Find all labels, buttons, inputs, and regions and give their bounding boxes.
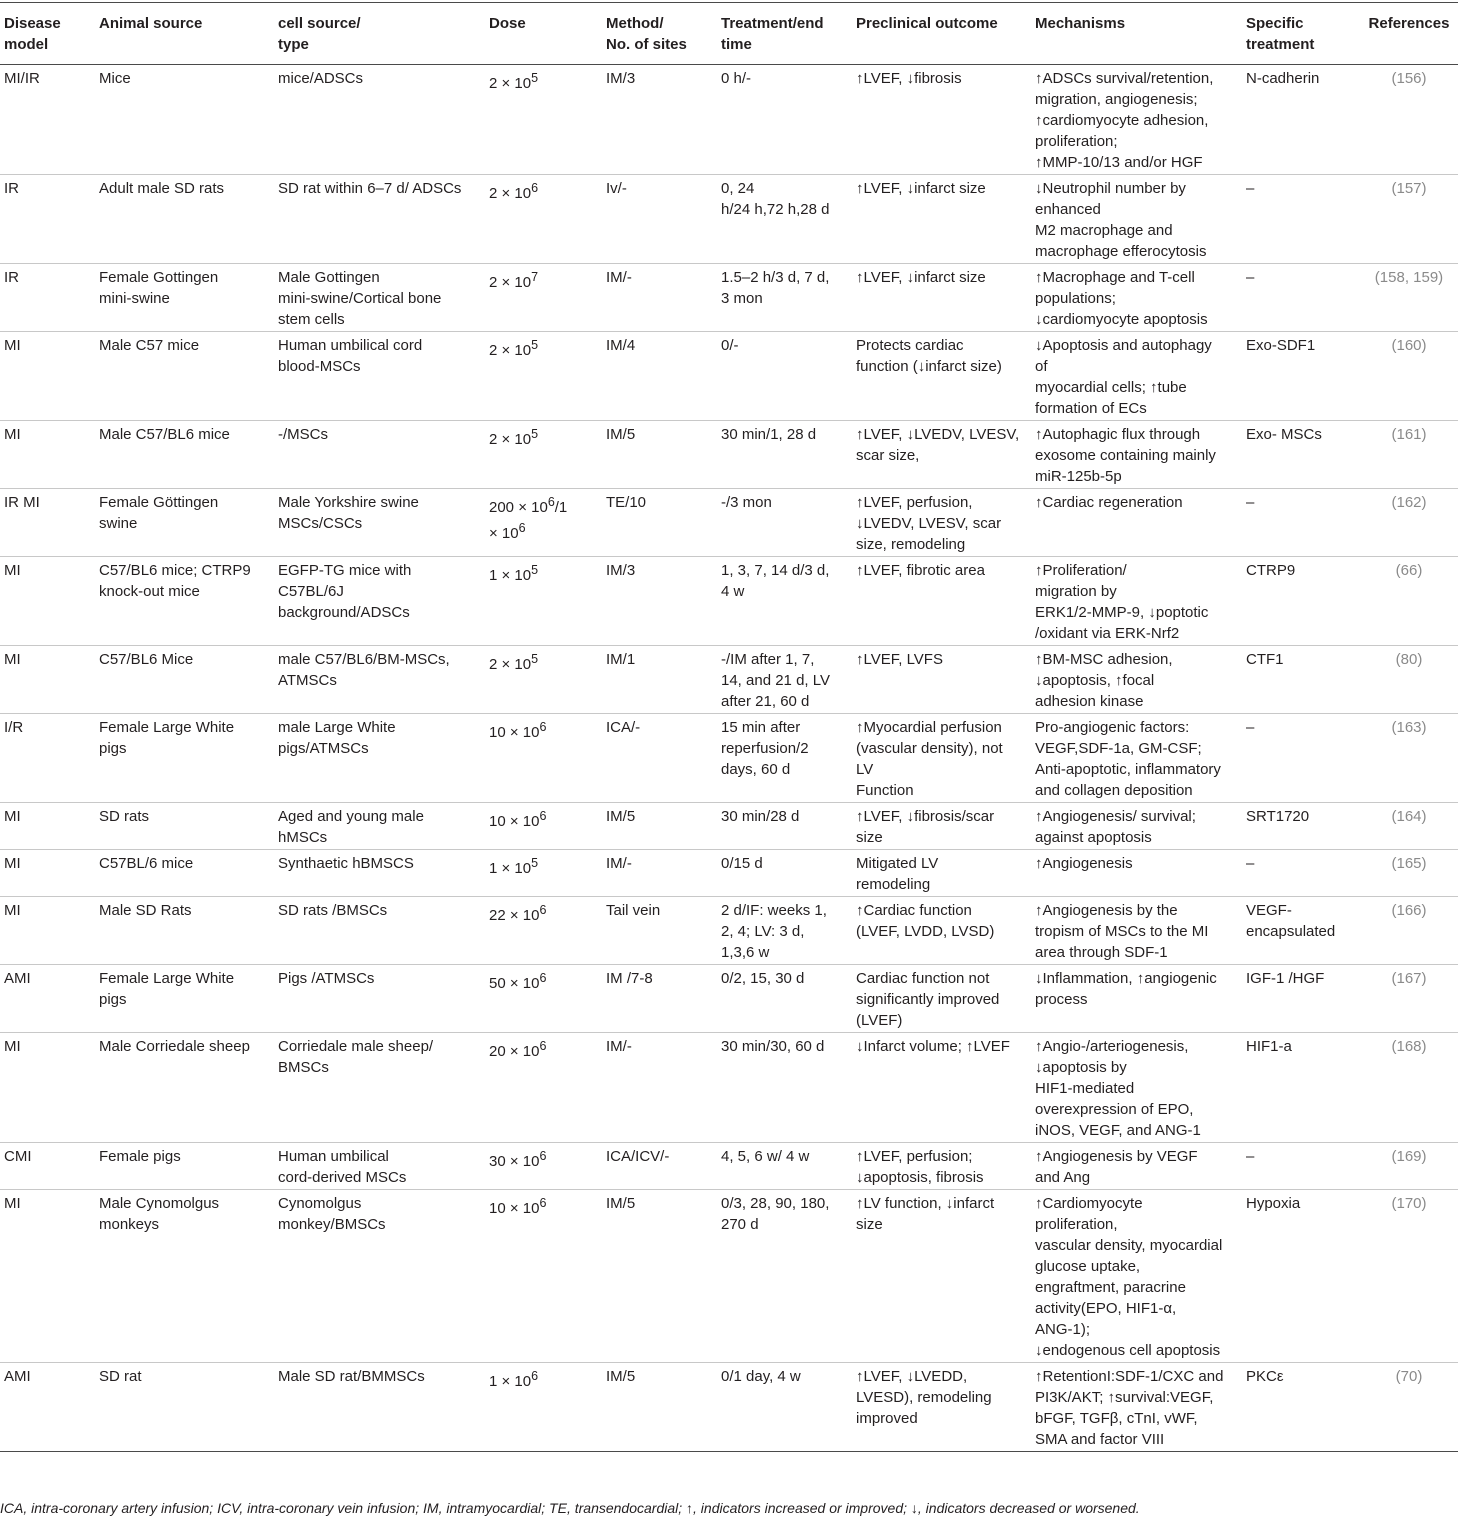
specific-treatment-cell: –: [1246, 719, 1255, 736]
disease-model-cell: AMI: [4, 970, 31, 987]
preclinical-outcome-cell: ↑LVEF, ↓LVEDV, LVESV, scar size,: [856, 426, 1020, 464]
dose-cell: [485, 714, 602, 803]
table-row: [0, 714, 1458, 803]
disease-model-cell: MI: [4, 337, 21, 354]
dose-exponent: 6: [547, 495, 555, 509]
cell-source-cell: Human umbilical cord-derived MSCs: [278, 1148, 407, 1186]
animal-source-cell: Male C57 mice: [99, 337, 200, 354]
specific-treatment-cell: HIF1-a: [1246, 1038, 1292, 1055]
reference-cell: [1360, 489, 1458, 557]
column-header: Specific treatment: [1246, 15, 1315, 53]
treatment-time-cell: 30 min/1, 28 d: [721, 426, 817, 443]
dose-exponent: 6: [539, 903, 547, 917]
mechanisms-cell: ↑Cardiomyocyte proliferation, vascular density, myocardial glucose uptake, engraftment, paracrine activity(EPO, HIF1-α, ANG-1); ↓endogenous cell apoptosis: [1035, 1195, 1223, 1359]
dose-base: 2 × 10: [489, 185, 532, 202]
dose-exponent: 6: [539, 1196, 547, 1210]
disease-model-cell: MI: [4, 902, 21, 919]
disease-model-cell: AMI: [4, 1368, 31, 1385]
dose-exponent: 6: [539, 1039, 547, 1053]
mechanisms-cell: ↑ADSCs survival/retention, migration, angiogenesis; ↑cardiomyocyte adhesion, proliferation; ↑MMP-10/13 and/or HGF: [1035, 70, 1214, 171]
mechanisms-cell: ↑Cardiac regeneration: [1035, 494, 1183, 511]
table-row: [0, 175, 1458, 264]
dose-cell: [485, 1363, 602, 1452]
column-header: Disease model: [4, 15, 61, 53]
mechanisms-cell: ↑Angiogenesis by the tropism of MSCs to the MI area through SDF-1: [1035, 902, 1209, 961]
disease-model-cell: I/R: [4, 719, 24, 736]
reference-link[interactable]: (157): [1391, 180, 1427, 197]
cell-source-cell: Synthaetic hBMSCS: [278, 855, 414, 872]
specific-treatment-cell: Hypoxia: [1246, 1195, 1301, 1212]
method-cell: IM/3: [606, 70, 636, 87]
disease-model-cell: MI: [4, 808, 21, 825]
dose-exponent: 6: [539, 720, 547, 734]
mechanisms-cell: ↑Autophagic flux through exosome containing mainly miR-125b-5p: [1035, 426, 1216, 485]
cell-source-cell: Male Gottingen mini-swine/Cortical bone stem cells: [278, 269, 442, 328]
table-row: [0, 1190, 1458, 1363]
reference-cell: [1360, 264, 1458, 332]
dose-base: 10 × 10: [489, 1200, 540, 1217]
method-cell: IM/4: [606, 337, 636, 354]
mechanisms-cell: ↑Angio-/arteriogenesis, ↓apoptosis by HIF1-mediated overexpression of EPO, iNOS, VEGF, and ANG-1: [1035, 1038, 1201, 1139]
dose-base: 200 × 10: [489, 499, 548, 516]
column-header: Treatment/end time: [721, 15, 824, 53]
dose-cell: [485, 646, 602, 714]
disease-model-cell: MI: [4, 651, 21, 668]
method-cell: IM/5: [606, 808, 636, 825]
preclinical-outcome-cell: ↑LVEF, ↓infarct size: [856, 269, 986, 286]
dose-exponent: 5: [531, 563, 539, 577]
animal-source-cell: C57/BL6 Mice: [99, 651, 194, 668]
disease-model-cell: MI: [4, 1195, 21, 1212]
animal-source-cell: Female Göttingen swine: [99, 494, 219, 532]
mechanisms-cell: ↑Proliferation/ migration by ERK1/2-MMP-9, ↓poptotic /oxidant via ERK-Nrf2: [1035, 562, 1209, 642]
animal-source-cell: SD rats: [99, 808, 150, 825]
specific-treatment-cell: –: [1246, 180, 1255, 197]
table-row: [0, 65, 1458, 175]
method-cell: IM/-: [606, 855, 632, 872]
cell-source-cell: Male Yorkshire swine MSCs/CSCs: [278, 494, 419, 532]
table-row: [0, 557, 1458, 646]
mechanisms-cell: ↑Angiogenesis: [1035, 855, 1133, 872]
treatment-time-cell: 0/15 d: [721, 855, 763, 872]
disease-model-cell: MI: [4, 426, 21, 443]
reference-cell: [1360, 332, 1458, 421]
reference-link[interactable]: (161): [1391, 426, 1427, 443]
dose-base: 2 × 10: [489, 431, 532, 448]
animal-source-cell: Male Cynomolgus monkeys: [99, 1195, 220, 1233]
specific-treatment-cell: –: [1246, 269, 1255, 286]
dose-base: 1 × 10: [489, 567, 532, 584]
reference-cell: [1360, 1143, 1458, 1190]
dose-tail: /1 × 10: [489, 499, 568, 542]
table-body: [0, 65, 1458, 1452]
dose-exponent: 5: [531, 427, 539, 441]
treatment-time-cell: -/3 mon: [721, 494, 772, 511]
mechanisms-cell: ↑Angiogenesis/ survival; against apoptosis: [1035, 808, 1196, 846]
preclinical-outcome-cell: ↑LVEF, perfusion, ↓LVEDV, LVESV, scar size, remodeling: [856, 494, 1002, 553]
column-header: Dose: [489, 15, 526, 32]
preclinical-outcome-cell: Protects cardiac function (↓infarct size): [856, 337, 1002, 375]
mechanisms-cell: ↑Angiogenesis by VEGF and Ang: [1035, 1148, 1198, 1186]
specific-treatment-cell: Exo-SDF1: [1246, 337, 1316, 354]
mechanisms-cell: Pro-angiogenic factors: VEGF,SDF-1a, GM-CSF; Anti-apoptotic, inflammatory and collagen deposition: [1035, 719, 1221, 799]
reference-link[interactable]: (167): [1391, 970, 1427, 987]
table-row: [0, 1363, 1458, 1452]
cell-source-cell: SD rat within 6–7 d/ ADSCs: [278, 180, 462, 197]
treatment-time-cell: 0/1 day, 4 w: [721, 1368, 801, 1385]
dose-cell: [485, 421, 602, 489]
preclinical-outcome-cell: ↑Cardiac function (LVEF, LVDD, LVSD): [856, 902, 995, 940]
specific-treatment-cell: IGF-1 /HGF: [1246, 970, 1325, 987]
preclinical-outcome-cell: ↑LVEF, ↓infarct size: [856, 180, 986, 197]
animal-source-cell: Female pigs: [99, 1148, 181, 1165]
cell-source-cell: Cynomolgus monkey/BMSCs: [278, 1195, 386, 1233]
reference-cell: [1360, 897, 1458, 965]
dose-exponent: 6: [531, 181, 539, 195]
specific-treatment-cell: VEGF- encapsulated: [1246, 902, 1336, 940]
reference-cell: [1360, 1190, 1458, 1363]
dose-base: 22 × 10: [489, 907, 540, 924]
disease-model-cell: IR: [4, 180, 19, 197]
preclinical-outcome-cell: Cardiac function not significantly improved (LVEF): [856, 970, 1000, 1029]
method-cell: IM/-: [606, 1038, 632, 1055]
specific-treatment-cell: Exo- MSCs: [1246, 426, 1322, 443]
animal-source-cell: Mice: [99, 70, 131, 87]
dose-base: 2 × 10: [489, 656, 532, 673]
dose-cell: [485, 897, 602, 965]
dose-exponent: 6: [531, 1369, 539, 1383]
preclinical-outcome-cell: ↑LV function, ↓infarct size: [856, 1195, 995, 1233]
dose-exponent: 6: [518, 521, 526, 535]
preclinical-outcome-cell: ↑LVEF, perfusion; ↓apoptosis, fibrosis: [856, 1148, 984, 1186]
mechanisms-cell: ↑RetentionI:SDF-1/CXC and PI3K/AKT; ↑survival:VEGF, bFGF, TGFβ, cTnI, vWF, SMA and factor VIII: [1035, 1368, 1224, 1448]
column-header: Mechanisms: [1035, 15, 1126, 32]
cell-source-cell: Pigs /ATMSCs: [278, 970, 375, 987]
reference-link[interactable]: (158, 159): [1374, 269, 1444, 286]
preclinical-outcome-cell: ↑LVEF, ↓LVEDD, LVESD), remodeling improved: [856, 1368, 992, 1427]
method-cell: IM/5: [606, 1195, 636, 1212]
dose-exponent: 5: [531, 71, 539, 85]
reference-link[interactable]: (163): [1391, 719, 1427, 736]
treatment-time-cell: 30 min/30, 60 d: [721, 1038, 825, 1055]
header-row: [0, 3, 1458, 65]
cell-source-cell: Male SD rat/BMMSCs: [278, 1368, 425, 1385]
disease-model-cell: MI: [4, 562, 21, 579]
reference-link[interactable]: (170): [1391, 1195, 1427, 1212]
dose-exponent: 6: [539, 971, 547, 985]
dose-base: 50 × 10: [489, 975, 540, 992]
disease-model-cell: MI: [4, 1038, 21, 1055]
dose-cell: [485, 1033, 602, 1143]
method-cell: IM /7-8: [606, 970, 653, 987]
animal-source-cell: Female Gottingen mini-swine: [99, 269, 219, 307]
column-header: Preclinical outcome: [856, 15, 998, 32]
column-header: cell source/ type: [278, 15, 361, 53]
table-row: [0, 965, 1458, 1033]
method-cell: IM/5: [606, 426, 636, 443]
table-row: [0, 646, 1458, 714]
method-cell: IM/3: [606, 562, 636, 579]
dose-cell: [485, 1143, 602, 1190]
reference-cell: [1360, 557, 1458, 646]
dose-cell: [485, 850, 602, 897]
specific-treatment-cell: –: [1246, 494, 1255, 511]
dose-base: 2 × 10: [489, 75, 532, 92]
dose-cell: [485, 557, 602, 646]
specific-treatment-cell: –: [1246, 1148, 1255, 1165]
reference-cell: [1360, 965, 1458, 1033]
cell-source-cell: EGFP-TG mice with C57BL/6J background/ADSCs: [278, 562, 412, 621]
table-row: [0, 1033, 1458, 1143]
specific-treatment-cell: PKCε: [1246, 1368, 1284, 1385]
animal-source-cell: Adult male SD rats: [99, 180, 225, 197]
treatment-time-cell: 1, 3, 7, 14 d/3 d, 4 w: [721, 562, 830, 600]
disease-model-cell: MI/IR: [4, 70, 40, 87]
dose-base: 2 × 10: [489, 274, 532, 291]
method-cell: Iv/-: [606, 180, 627, 197]
dose-base: 1 × 10: [489, 1373, 532, 1390]
column-header: Method/ No. of sites: [606, 15, 687, 53]
reference-link[interactable]: (169): [1391, 1148, 1427, 1165]
treatment-time-cell: 0 h/-: [721, 70, 752, 87]
reference-link[interactable]: (80): [1395, 651, 1423, 668]
treatment-time-cell: 4, 5, 6 w/ 4 w: [721, 1148, 810, 1165]
dose-exponent: 6: [539, 809, 547, 823]
animal-source-cell: Female Large White pigs: [99, 719, 235, 757]
specific-treatment-cell: CTRP9: [1246, 562, 1296, 579]
treatment-time-cell: -/IM after 1, 7, 14, and 21 d, LV after 21, 60 d: [721, 651, 830, 710]
treatment-time-cell: 0/3, 28, 90, 180, 270 d: [721, 1195, 830, 1233]
preclinical-outcome-cell: ↑LVEF, LVFS: [856, 651, 943, 668]
cell-source-cell: Corriedale male sheep/ BMSCs: [278, 1038, 434, 1076]
method-cell: TE/10: [606, 494, 647, 511]
animal-source-cell: C57BL/6 mice: [99, 855, 194, 872]
table-row: [0, 421, 1458, 489]
preclinical-outcome-cell: ↓Infarct volume; ↑LVEF: [856, 1038, 1010, 1055]
animal-source-cell: Female Large White pigs: [99, 970, 235, 1008]
mechanisms-cell: ↓Neutrophil number by enhanced M2 macrophage and macrophage efferocytosis: [1035, 180, 1207, 260]
treatment-time-cell: 1.5–2 h/3 d, 7 d, 3 mon: [721, 269, 830, 307]
dose-base: 2 × 10: [489, 342, 532, 359]
reference-link[interactable]: (168): [1391, 1038, 1427, 1055]
mechanisms-cell: ↓Apoptosis and autophagy of myocardial cells; ↑tube formation of ECs: [1035, 337, 1212, 417]
cell-source-cell: -/MSCs: [278, 426, 328, 443]
method-cell: Tail vein: [606, 902, 661, 919]
reference-link[interactable]: (66): [1395, 562, 1423, 579]
reference-cell: [1360, 646, 1458, 714]
treatment-time-cell: 0/2, 15, 30 d: [721, 970, 805, 987]
dose-cell: [485, 803, 602, 850]
table-row: [0, 264, 1458, 332]
treatment-time-cell: 15 min after reperfusion/2 days, 60 d: [721, 719, 809, 778]
dose-exponent: 5: [531, 856, 539, 870]
treatment-time-cell: 0/-: [721, 337, 739, 354]
dose-exponent: 5: [531, 652, 539, 666]
table-row: [0, 850, 1458, 897]
preclinical-outcome-cell: ↑LVEF, fibrotic area: [856, 562, 985, 579]
animal-source-cell: C57/BL6 mice; CTRP9 knock-out mice: [99, 562, 251, 600]
cell-therapy-table: [0, 2, 1458, 1452]
specific-treatment-cell: –: [1246, 855, 1255, 872]
mechanisms-cell: ↑Macrophage and T-cell populations; ↓cardiomyocyte apoptosis: [1035, 269, 1208, 328]
dose-base: 10 × 10: [489, 813, 540, 830]
dose-base: 10 × 10: [489, 724, 540, 741]
dose-cell: [485, 489, 602, 557]
dose-cell: [485, 65, 602, 175]
disease-model-cell: IR MI: [4, 494, 40, 511]
table-row: [0, 332, 1458, 421]
treatment-time-cell: 30 min/28 d: [721, 808, 800, 825]
reference-cell: [1360, 803, 1458, 850]
dose-cell: [485, 965, 602, 1033]
dose-exponent: 5: [531, 338, 539, 352]
reference-link[interactable]: (164): [1391, 808, 1427, 825]
animal-source-cell: Male Corriedale sheep: [99, 1038, 250, 1055]
mechanisms-cell: ↑BM-MSC adhesion, ↓apoptosis, ↑focal adhesion kinase: [1035, 651, 1173, 710]
reference-link[interactable]: (156): [1391, 70, 1427, 87]
reference-cell: [1360, 1033, 1458, 1143]
dose-base: 20 × 10: [489, 1043, 540, 1060]
table-header: [0, 3, 1458, 65]
dose-cell: [485, 175, 602, 264]
animal-source-cell: Male C57/BL6 mice: [99, 426, 230, 443]
reference-link[interactable]: (162): [1391, 494, 1427, 511]
animal-source-cell: Male SD Rats: [99, 902, 192, 919]
dose-exponent: 7: [531, 270, 539, 284]
dose-cell: [485, 264, 602, 332]
disease-model-cell: MI: [4, 855, 21, 872]
preclinical-outcome-cell: Mitigated LV remodeling: [856, 855, 939, 893]
cell-source-cell: male Large White pigs/ATMSCs: [278, 719, 396, 757]
reference-link[interactable]: (70): [1395, 1368, 1423, 1385]
method-cell: IM/5: [606, 1368, 636, 1385]
animal-source-cell: SD rat: [99, 1368, 142, 1385]
column-header: References: [1368, 15, 1450, 32]
table-row: [0, 1143, 1458, 1190]
method-cell: IM/1: [606, 651, 636, 668]
cell-source-cell: SD rats /BMSCs: [278, 902, 388, 919]
specific-treatment-cell: SRT1720: [1246, 808, 1310, 825]
disease-model-cell: CMI: [4, 1148, 32, 1165]
method-cell: ICA/-: [606, 719, 641, 736]
reference-cell: [1360, 714, 1458, 803]
dose-exponent: 6: [539, 1149, 547, 1163]
reference-cell: [1360, 1363, 1458, 1452]
dose-cell: [485, 332, 602, 421]
specific-treatment-cell: N-cadherin: [1246, 70, 1320, 87]
cell-source-cell: Human umbilical cord blood-MSCs: [278, 337, 423, 375]
dose-cell: [485, 1190, 602, 1363]
reference-link[interactable]: (165): [1391, 855, 1427, 872]
mechanisms-cell: ↓Inflammation, ↑angiogenic process: [1035, 970, 1217, 1008]
table-row: [0, 489, 1458, 557]
reference-cell: [1360, 65, 1458, 175]
cell-source-cell: male C57/BL6/BM-MSCs, ATMSCs: [278, 651, 450, 689]
column-header: Animal source: [99, 15, 203, 32]
table-row: [0, 803, 1458, 850]
reference-cell: [1360, 850, 1458, 897]
table-footnote: ICA, intra-coronary artery infusion; ICV, intra-coronary vein infusion; IM, intramyocardial; TE, transendocardial; ↑, indicators increased or improved; ↓, indicators decreased or worsened.: [0, 1500, 1140, 1516]
treatment-time-cell: 2 d/IF: weeks 1, 2, 4; LV: 3 d, 1,3,6 w: [721, 902, 827, 961]
treatment-time-cell: 0, 24 h/24 h,72 h,28 d: [721, 180, 830, 218]
reference-link[interactable]: (166): [1391, 902, 1427, 919]
preclinical-outcome-cell: ↑LVEF, ↓fibrosis/scar size: [856, 808, 995, 846]
dose-base: 30 × 10: [489, 1153, 540, 1170]
table-row: [0, 897, 1458, 965]
method-cell: IM/-: [606, 269, 632, 286]
dose-base: 1 × 10: [489, 860, 532, 877]
disease-model-cell: IR: [4, 269, 19, 286]
method-cell: ICA/ICV/-: [606, 1148, 670, 1165]
cell-source-cell: mice/ADSCs: [278, 70, 364, 87]
specific-treatment-cell: CTF1: [1246, 651, 1284, 668]
reference-cell: [1360, 421, 1458, 489]
reference-link[interactable]: (160): [1391, 337, 1427, 354]
cell-source-cell: Aged and young male hMSCs: [278, 808, 424, 846]
reference-cell: [1360, 175, 1458, 264]
preclinical-outcome-cell: ↑Myocardial perfusion (vascular density), not LV Function: [856, 719, 1003, 799]
preclinical-outcome-cell: ↑LVEF, ↓fibrosis: [856, 70, 962, 87]
